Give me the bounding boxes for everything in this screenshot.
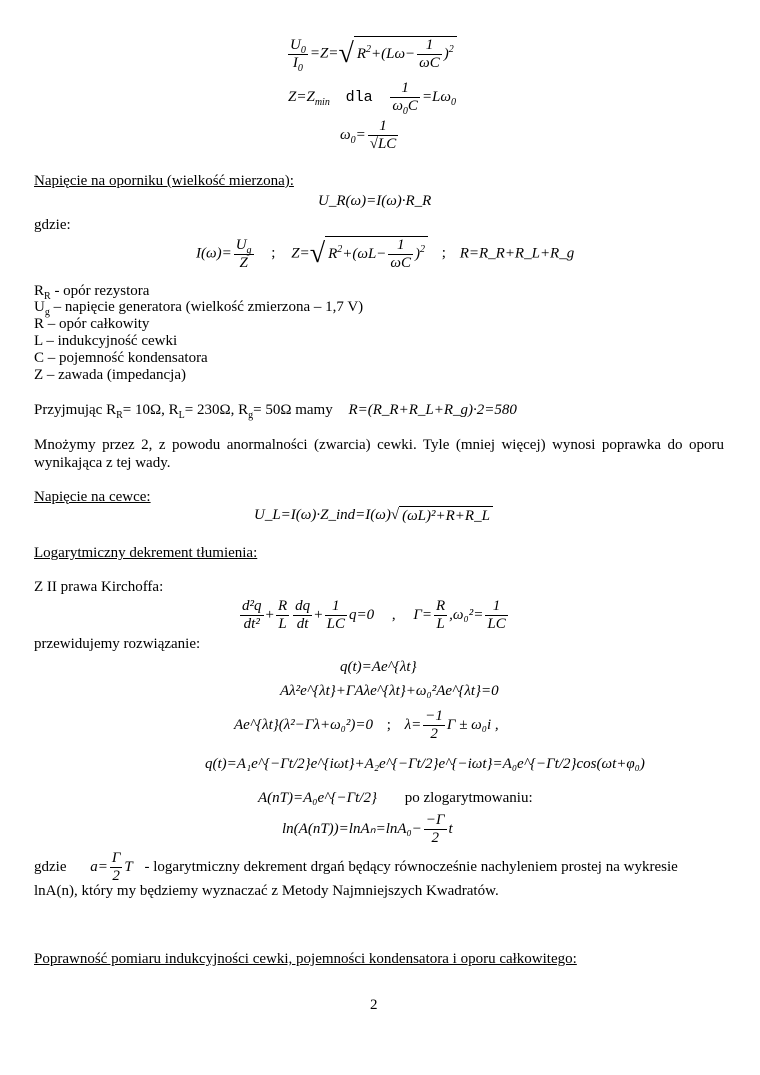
paragraph-log-decrement-2: lnA(n), który my będziemy wyznaczać z Metody Najmniejszych Kwadratów. <box>34 883 499 899</box>
equation-solution-6: ln(A(nT))=lnAₙ=lnA₀− $\frac{-\Gamma}{2}$ t <box>282 812 453 846</box>
equation-solution-4: q(t)=A₁e^{−Γt/2}e^{iωt}+A₂e^{−Γt/2}e^{−iωt}=A₀e^{−Γt/2}cos(ωt+φ₀) <box>205 756 645 772</box>
assumption-line: Przyjmując $R_R= 10\Omega$, $R_L= 230\Omega$, $R_g= 50\Omega$ mamy R=(R_R+R_L+R_g)·2=580 <box>34 402 517 421</box>
heading-measurement-accuracy: Poprawność pomiaru indukcyjności cewki, pojemności kondensatora i oporu całkowitego: <box>34 951 577 967</box>
equation-omega0: $\omega_0=$ $\frac{1}{√LC}$ <box>340 118 397 152</box>
heading-coil-voltage: Napięcie na cewce: <box>34 489 151 505</box>
equation-solution-3: Ae^{λt}(λ²−Γλ+ω₀²)=0 ; λ= $\frac{-1}{2}$ Γ ± ω₀i , <box>234 708 499 742</box>
paragraph-multiply: Mnożymy przez 2, z powodu anormalności (zwarcia) cewki. Tyle (mniej więcej) wynosi poprawka do oporu wynikająca z tej wady. <box>34 437 724 471</box>
heading-resistor-voltage: Napięcie na oporniku (wielkość mierzona): <box>34 173 294 189</box>
equation-kirchhoff: $\frac{\text{d²q}}{\text{dt²}}$ + $\frac{R}{L}$ $\frac{dq}{dt}$ + $\frac{1}{LC}$ q=0 , Γ= $\frac{R}{L}$ ,ω₀²= $\frac{1}{LC}$ <box>242 598 506 632</box>
label-predicted-solution: przewidujemy rozwiązanie: <box>34 636 201 652</box>
label-gdzie: gdzie: <box>34 217 71 233</box>
definition-l: L – indukcyjność cewki <box>34 333 178 349</box>
equation-total-resistance: R=(R_R+R_L+R_g)·2=580 <box>348 402 517 418</box>
equation-solution-1: q(t)=Ae^{λt} <box>340 659 417 675</box>
equation-solution-5: A(nT)=A₀e^{−Γt/2} po zlogarytmowaniu: <box>258 790 533 806</box>
equation-coil-voltage: U_L=I(ω)·Z_ind=I(ω)√ (ωL)²+R+R_L <box>254 506 493 525</box>
definition-ug: $U_g$ – napięcie generatora (wielkość zmierzona – 1,7 V) <box>34 299 364 318</box>
equation-impedance: $\frac{U_0}{I_0}$ =Z=√ $R^2+(L\omega-$ $\frac{1}{\omega C}$ )$^2$ <box>286 36 457 72</box>
heading-log-decrement: Logarytmiczny dekrement tłumienia: <box>34 545 258 561</box>
page-number: 2 <box>370 997 378 1013</box>
definition-r: R – opór całkowity <box>34 316 150 332</box>
equation-current: I(ω)= $\frac{U_g}{Z}$ ; Z=√ $R^2+(\omega L-$ $\frac{1}{\omega C}$ )$^2$ ; R=R_R+R_L+R_g <box>196 236 575 271</box>
paragraph-log-decrement: gdzie a= $\frac{\Gamma}{2}$ T - logarytmiczny dekrement drgań będący równocześnie nachyleniem prostej na wykresie <box>34 850 678 884</box>
equation-solution-2: Aλ²e^{λt}+ΓAλe^{λt}+ω₀²Ae^{λt}=0 <box>280 683 499 699</box>
definition-c: C – pojemność kondensatora <box>34 350 208 366</box>
label-kirchhoff: Z II prawa Kirchoffa: <box>34 579 164 595</box>
equation-resistor-voltage: U_R(ω)=I(ω)·R_R <box>318 193 432 209</box>
equation-zmin: $Z=Z_{min}$ dla $\frac{1}{\omega_0C}$ $=L\omega_0$ <box>288 80 456 117</box>
definition-rr: $R_R$ - opór rezystora <box>34 283 150 302</box>
definition-z: Z – zawada (impedancja) <box>34 367 186 383</box>
